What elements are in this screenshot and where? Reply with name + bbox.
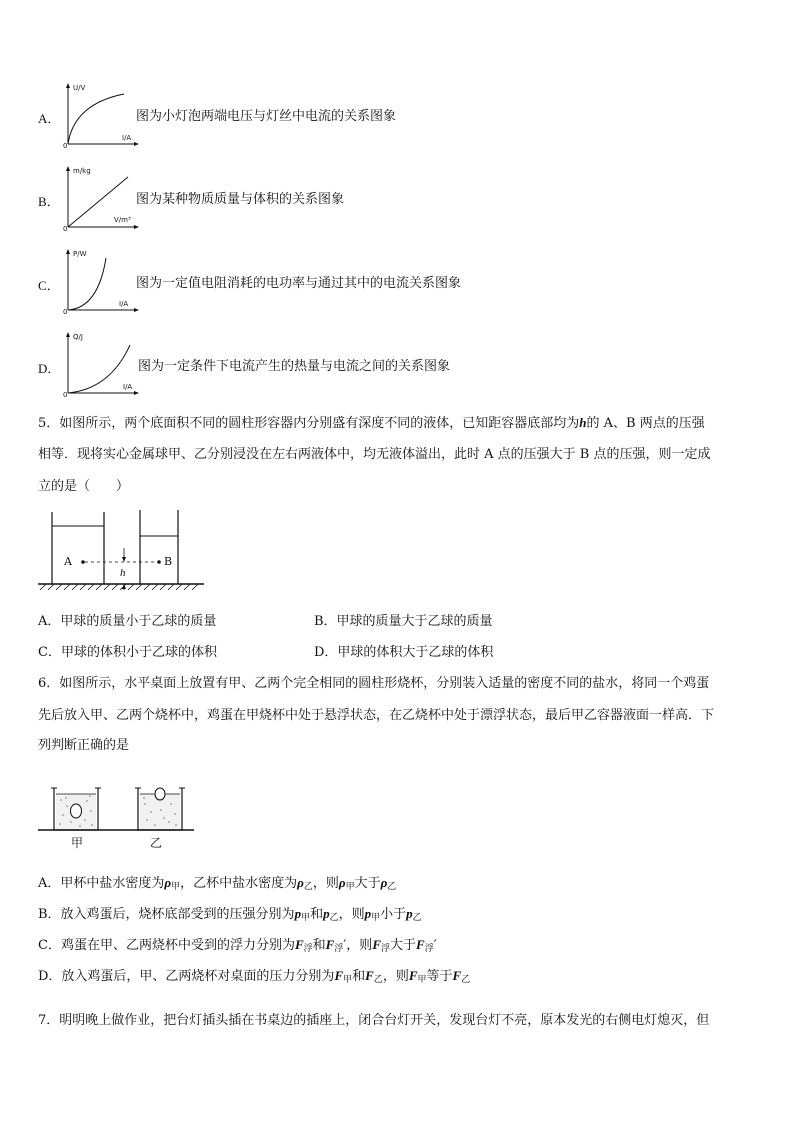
q6-c-part1: C．鸡蛋在甲、乙两烧杯中受到的浮力分别为 xyxy=(38,938,295,953)
q6-c-prime2: ′ xyxy=(433,938,437,953)
q6-a-part2: ，乙杯中盐水密度为 xyxy=(180,876,298,891)
q6-option-a xyxy=(38,874,396,896)
q6-c-f4: F xyxy=(416,937,425,952)
q6-d-part2: 和 xyxy=(352,969,366,984)
q6-a-part1: A．甲杯中盐水密度为 xyxy=(38,876,165,891)
option-d-letter: D． xyxy=(38,361,61,376)
q6-b-part3: ，则 xyxy=(338,907,365,922)
graph-a-ylabel: U/V xyxy=(73,84,86,92)
q5-option-b: B．甲球的质量大于乙球的质量 xyxy=(314,614,493,629)
q5-fig-label-a: A xyxy=(64,555,72,568)
q6-d-part4: 等于 xyxy=(426,969,453,984)
q6-label-jia: 甲 xyxy=(71,836,84,850)
q6-d-f1: F xyxy=(334,968,344,983)
graph-a-xlabel: I/A xyxy=(122,134,132,142)
q5-option-a: A．甲球的质量小于乙球的质量 xyxy=(38,614,217,629)
q6-b-part1: B．放入鸡蛋后，烧杯底部受到的压强分别为 xyxy=(38,907,295,922)
q6-b-p2: p xyxy=(323,906,330,921)
graph-c-origin: 0 xyxy=(63,308,68,316)
q6-a-sub4: 乙 xyxy=(387,882,397,892)
q6-label-yi: 乙 xyxy=(150,836,163,850)
q6-c-f2: F xyxy=(325,937,335,952)
q5-h-var: h xyxy=(579,415,587,430)
q6-option-b xyxy=(38,905,422,927)
q6-a-sub1: 甲 xyxy=(171,882,181,892)
option-a-letter: A． xyxy=(38,111,61,126)
q6-d-sub3: 甲 xyxy=(417,975,427,985)
q6-a-sub2: 乙 xyxy=(303,882,313,892)
graph-b-xlabel: V/m³ xyxy=(114,216,131,224)
q5-fig-label-b: B xyxy=(164,555,173,568)
q6-c-part3: ，则 xyxy=(346,938,373,953)
q6-line1: 6．如图所示，水平桌面上放置有甲、乙两个完全相同的圆柱形烧杯，分别装入适量的密度不同的盐水，将同一个鸡蛋 xyxy=(38,676,710,691)
graph-b-origin: 0 xyxy=(63,225,68,233)
q6-a-rho1: ρ xyxy=(164,875,172,890)
q6-a-sub3: 甲 xyxy=(345,882,355,892)
graph-b-ylabel: m/kg xyxy=(73,167,91,175)
option-c-text: 图为一定值电阻消耗的电功率与通过其中的电流关系图象 xyxy=(136,276,462,291)
q6-c-sub1: 浮 xyxy=(303,944,313,954)
q6-d-sub2: 乙 xyxy=(373,975,383,985)
q6-option-d xyxy=(38,967,470,989)
q6-d-f3: F xyxy=(408,968,418,983)
q6-d-f2: F xyxy=(365,968,374,983)
q5-line2: 相等．现将实心金属球甲、乙分别浸没在左右两液体中，均无液体溢出，此时 A 点的压强大于 B 点的压强，则一定成 xyxy=(38,447,711,462)
graph-d-xlabel: I/A xyxy=(123,383,133,391)
q6-beakers-figure xyxy=(36,782,196,834)
q6-a-rho2: ρ xyxy=(297,875,304,890)
q5-line1b-text: 的 A、B 两点的压强 xyxy=(586,416,705,431)
q6-a-part3: ，则 xyxy=(312,876,339,891)
graph-d-ylabel: Q/J xyxy=(73,333,83,341)
graph-a-origin: 0 xyxy=(63,142,68,150)
q6-a-part4: 大于 xyxy=(354,876,381,891)
q6-d-part1: D．放入鸡蛋后，甲、乙两烧杯对桌面的压力分别为 xyxy=(38,969,335,984)
q6-line2: 先后放入甲、乙两个烧杯中，鸡蛋在甲烧杯中处于悬浮状态，在乙烧杯中处于漂浮状态，最后甲乙容器液面一样高．下 xyxy=(38,708,715,723)
q6-c-part4: 大于 xyxy=(390,938,417,953)
q5-option-c: C．甲球的体积小于乙球的体积 xyxy=(38,645,217,660)
q6-b-sub1: 甲 xyxy=(301,913,311,923)
q6-c-sub4: 浮 xyxy=(424,944,434,954)
q6-b-p1: p xyxy=(294,906,302,921)
q6-b-sub4: 乙 xyxy=(412,913,422,923)
q6-b-part2: 和 xyxy=(310,907,324,922)
q7-line1: 7．明明晚上做作业，把台灯插头插在书桌边的插座上，闭合台灯开关，发现台灯不亮，原本发光的右侧电灯熄灭，但 xyxy=(38,1013,710,1028)
q5-line1-text: 5．如图所示，两个底面积不同的圆柱形容器内分别盛有深度不同的液体，已知距容器底部均为 xyxy=(38,416,580,431)
q6-d-sub4: 乙 xyxy=(461,975,471,985)
option-c-letter: C． xyxy=(38,278,60,293)
option-b-letter: B． xyxy=(38,194,60,209)
q6-d-f4: F xyxy=(452,968,462,983)
q6-b-p3: p xyxy=(364,906,372,921)
option-a-text: 图为小灯泡两端电压与灯丝中电流的关系图象 xyxy=(136,109,397,124)
q6-c-f3: F xyxy=(372,937,381,952)
q5-option-d: D．甲球的体积大于乙球的体积 xyxy=(314,645,494,660)
q6-b-p4: p xyxy=(406,906,413,921)
q6-c-sub2: 浮 xyxy=(334,944,344,954)
option-d-text: 图为一定条件下电流产生的热量与电流之间的关系图象 xyxy=(138,359,451,374)
graph-c-ylabel: P/W xyxy=(73,250,87,258)
q5-fig-label-h: h xyxy=(120,567,126,579)
q6-c-prime1: ′ xyxy=(343,938,347,953)
q6-d-sub1: 甲 xyxy=(343,975,353,985)
q6-a-rho3: ρ xyxy=(338,875,346,890)
q5-line1 xyxy=(38,408,705,439)
graph-d-origin: 0 xyxy=(63,391,68,399)
option-b-text: 图为某种物质质量与体积的关系图象 xyxy=(136,192,345,207)
graph-c-xlabel: I/A xyxy=(119,300,129,308)
q6-a-rho4: ρ xyxy=(380,875,388,890)
q6-d-part3: ，则 xyxy=(382,969,409,984)
q6-option-c xyxy=(38,936,437,958)
q6-b-part4: 小于 xyxy=(380,907,407,922)
q6-b-sub3: 甲 xyxy=(371,913,381,923)
q6-c-part2: 和 xyxy=(312,938,326,953)
q6-line3: 列判断正确的是 xyxy=(38,738,130,753)
q5-line3: 立的是（ ） xyxy=(38,479,130,494)
q6-c-f1: F xyxy=(294,937,304,952)
q6-c-sub3: 浮 xyxy=(380,944,390,954)
q6-b-sub2: 乙 xyxy=(329,913,339,923)
